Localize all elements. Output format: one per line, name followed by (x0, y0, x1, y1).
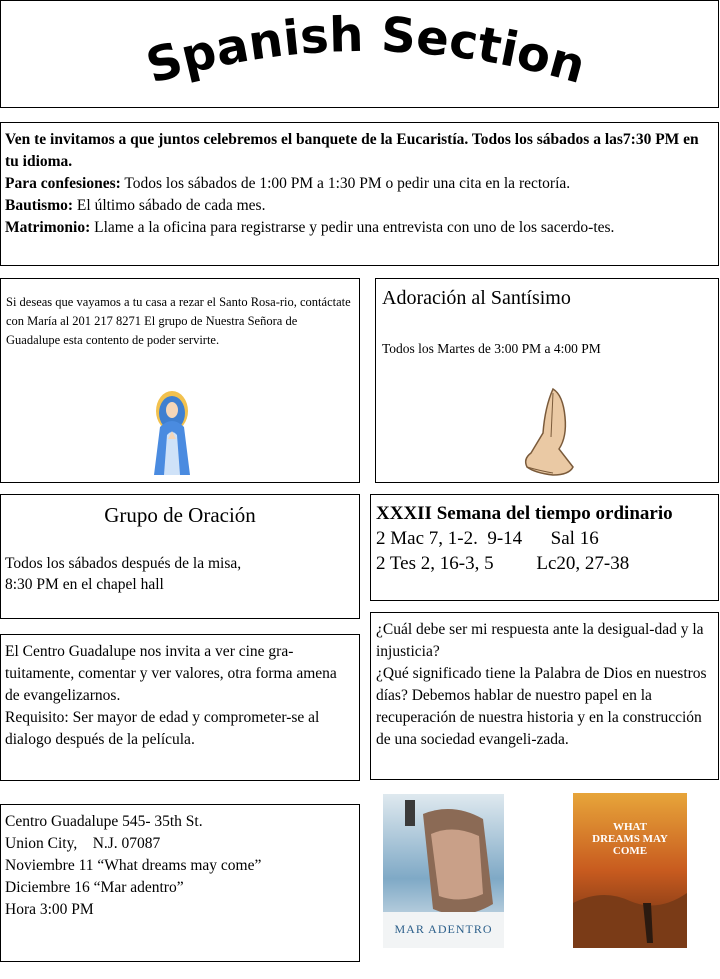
adoracion-schedule: Todos los Martes de 3:00 PM a 4:00 PM (382, 341, 601, 356)
lecturas-line1: 2 Mac 7, 1-2. 9-14 Sal 16 (376, 528, 599, 549)
rosario-text: Si deseas que vayamos a tu casa a rezar el Santo Rosa-rio, contáctate con María al 201 217 8271 El grupo de Nuestra Señora de Guadalupe esta contento de poder servirte. (6, 295, 351, 347)
adoracion-box (375, 278, 719, 483)
centro-line1: Centro Guadalupe 545- 35th St. (5, 813, 203, 830)
what-dreams-title-2: DREAMS MAY (592, 833, 668, 845)
matrimonio-text: Llame a la oficina para registrarse y pedir una entrevista con uno de los sacerdo-tes. (90, 219, 615, 236)
grupo-oracion-line1: Todos los sábados después de la misa, (5, 555, 242, 572)
centro-line5: Hora 3:00 PM (5, 901, 94, 918)
cine-requisito: Requisito: Ser mayor de edad y comprometer-se al dialogo después de la película. (5, 709, 320, 748)
title-wordart (1, 1, 720, 109)
lecturas-title: XXXII Semana del tiempo ordinario (376, 503, 673, 524)
centro-line4: Diciembre 16 “Mar adentro” (5, 879, 184, 896)
what-dreams-title-1: WHAT (612, 821, 648, 833)
mar-adentro-poster (383, 794, 504, 948)
eucaristia-invitation: Ven te invitamos a que juntos celebremos el banquete de la Eucaristía. Todos los sábados a las7:30 PM en tu idioma. (5, 131, 699, 170)
grupo-oracion-box (0, 494, 360, 619)
rosario-box (0, 278, 360, 483)
grupo-oracion-line2: 8:30 PM en el chapel hall (5, 576, 164, 593)
lecturas-line2: 2 Tes 2, 16-3, 5 Lc20, 27-38 (376, 553, 630, 574)
cine-text: El Centro Guadalupe nos invita a ver cine gra-tuitamente, comentar y ver valores, otra forma amena de evangelizarnos. (5, 643, 337, 704)
what-dreams-poster (573, 793, 687, 948)
title-box (0, 0, 719, 108)
centro-info-box (0, 804, 360, 962)
adoracion-title: Adoración al Santísimo (382, 287, 571, 309)
what-dreams-image (573, 793, 687, 948)
eucaristia-box (0, 122, 719, 266)
page-title: Spanish Section (140, 6, 592, 95)
centro-line3: Noviembre 11 “What dreams may come” (5, 857, 262, 874)
what-dreams-title-3: COME (612, 845, 648, 857)
preguntas-box (370, 612, 719, 780)
centro-line2: Union City, N.J. 07087 (5, 835, 161, 852)
bautismo-label: Bautismo: (5, 197, 74, 214)
confesiones-text: Todos los sábados de 1:00 PM a 1:30 PM o pedir una cita en la rectoría. (120, 175, 571, 192)
bautismo-text: El último sábado de cada mes. (73, 197, 266, 214)
svg-text:Spanish Section (140, 7, 591, 95)
confesiones-label: Para confesiones: (5, 175, 121, 192)
virgin-mary-icon (146, 387, 198, 477)
cine-box (0, 634, 360, 781)
lecturas-box (370, 494, 719, 601)
matrimonio-label: Matrimonio: (5, 219, 91, 236)
pregunta-2: ¿Qué significado tiene la Palabra de Dios en nuestros días? Debemos hablar de nuestro papel en la recuperación de nuestra historia y en la construcción de una sociedad evangeli-zada. (376, 665, 707, 748)
mar-adentro-title: MAR ADENTRO (394, 922, 493, 936)
pregunta-1: ¿Cuál debe ser mi respuesta ante la desigual-dad y la injusticia? (376, 621, 704, 660)
grupo-oracion-title: Grupo de Oración (104, 503, 256, 527)
praying-hands-icon (513, 387, 583, 477)
